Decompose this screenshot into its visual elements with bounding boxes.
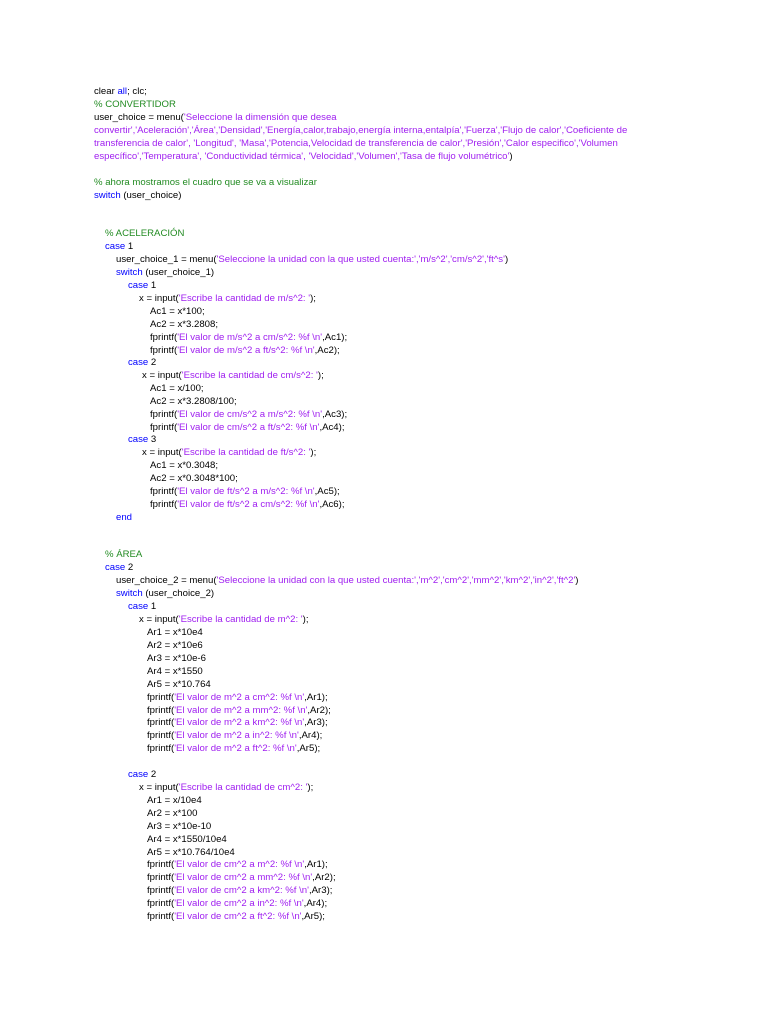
string-literal: transferencia de calor', 'Longitud', 'Masa','Potencia,Velocidad de transferencia de calor','Presión','Calor especifico','Volumen <box>94 138 618 149</box>
code-text: ,Ar3); <box>304 717 328 728</box>
code-line <box>150 473 238 485</box>
code-line <box>105 228 184 240</box>
code-line <box>147 821 211 833</box>
keyword: end <box>116 512 133 523</box>
comment-text: % ÁREA <box>105 549 143 560</box>
code-text: ); <box>302 614 309 625</box>
code-text: x = input( <box>139 782 179 793</box>
string-literal: 'El valor de ft/s^2 a cm/s^2: %f \n' <box>177 499 320 510</box>
code-line <box>116 254 508 266</box>
code-text: Ar4 = x*1550 <box>147 666 203 677</box>
keyword: case <box>128 434 149 445</box>
string-literal: 'Seleccione la unidad con la que usted cuenta:','m/s^2','cm/s^2','ft^s' <box>216 254 505 265</box>
string-literal: 'Escribe la cantidad de m^2: ' <box>178 614 303 625</box>
code-text: Ar1 = x/10e4 <box>147 795 202 806</box>
keyword: switch <box>94 190 121 201</box>
code-text: Ac2 = x*0.3048*100; <box>150 473 238 484</box>
string-literal: 'Escribe la cantidad de cm/s^2: ' <box>181 370 318 381</box>
code-line <box>139 782 313 794</box>
code-text: fprintf( <box>150 345 178 356</box>
string-literal: 'El valor de m^2 a km^2: %f \n' <box>174 717 305 728</box>
code-line <box>147 640 203 652</box>
keyword: case <box>128 280 149 291</box>
keyword: case <box>105 562 126 573</box>
code-text: ,Ar3); <box>308 885 333 896</box>
code-line <box>147 653 206 665</box>
code-text: ); <box>310 293 316 304</box>
code-line <box>150 499 345 511</box>
code-text: x = input( <box>142 447 182 458</box>
code-text: fprintf( <box>150 422 178 433</box>
code-line <box>94 125 627 137</box>
code-line <box>94 99 176 111</box>
code-text: ,Ar2); <box>307 705 331 716</box>
code-text: 1 <box>125 241 134 252</box>
code-line <box>147 795 202 807</box>
code-text: ) <box>509 151 513 162</box>
code-text: fprintf( <box>147 911 175 922</box>
code-text: 2 <box>148 769 157 780</box>
code-line <box>105 562 133 574</box>
code-line <box>147 743 320 755</box>
code-line <box>150 396 237 408</box>
code-text: (user_choice_1) <box>142 267 215 278</box>
code-text: (user_choice_2) <box>142 588 215 599</box>
code-line <box>147 808 197 820</box>
code-text: 2 <box>148 357 157 368</box>
code-text: ,Ar4); <box>303 898 328 909</box>
code-text: Ac1 = x*100; <box>150 306 205 317</box>
code-line <box>94 112 337 124</box>
code-text: Ar3 = x*10e-6 <box>147 653 206 664</box>
string-literal: 'El valor de cm^2 a km^2: %f \n' <box>174 885 309 896</box>
code-line <box>147 679 211 691</box>
code-line <box>105 241 133 253</box>
comment-text: % ACELERACIÓN <box>105 228 185 239</box>
code-text: Ac2 = x*3.2808/100; <box>150 396 237 407</box>
code-line <box>147 859 328 871</box>
string-literal: específico','Temperatura', 'Conductividad térmica', 'Velocidad','Volumen','Tasa de flujo volumétrico' <box>94 151 510 162</box>
code-text: ,Ac2); <box>314 345 340 356</box>
code-text: ) <box>575 575 579 586</box>
code-text: ,Ar1); <box>304 859 328 870</box>
keyword: case <box>105 241 126 252</box>
code-line <box>147 627 203 639</box>
code-text: fprintf( <box>147 730 175 741</box>
string-literal: 'El valor de m^2 a mm^2: %f \n' <box>174 705 308 716</box>
code-text: x = input( <box>142 370 182 381</box>
comment-text: % ahora mostramos el cuadro que se va a visualizar <box>94 177 317 188</box>
code-line <box>94 138 618 150</box>
keyword: case <box>128 769 149 780</box>
string-literal: 'Escribe la cantidad de ft/s^2: ' <box>181 447 311 458</box>
code-text: ,Ac1); <box>322 332 348 343</box>
code-line <box>128 769 156 781</box>
code-text: fprintf( <box>147 705 175 716</box>
code-line <box>147 847 235 859</box>
code-line <box>116 588 214 600</box>
comment-text: % CONVERTIDOR <box>94 99 176 110</box>
string-literal: 'Escribe la cantidad de cm^2: ' <box>178 782 308 793</box>
string-literal: 'El valor de m^2 a cm^2: %f \n' <box>174 692 305 703</box>
code-line <box>94 190 181 202</box>
code-text: Ac1 = x*0.3048; <box>150 460 219 471</box>
code-line <box>147 705 331 717</box>
code-text: fprintf( <box>150 332 178 343</box>
code-text: ,Ac3); <box>322 409 348 420</box>
string-literal: 'El valor de cm^2 a m^2: %f \n' <box>174 859 305 870</box>
code-text: fprintf( <box>147 885 175 896</box>
code-line <box>94 151 513 163</box>
code-text: Ar2 = x*100 <box>147 808 198 819</box>
string-literal: 'El valor de cm^2 a ft^2: %f \n' <box>174 911 302 922</box>
code-text: fprintf( <box>150 409 178 420</box>
code-text: Ac2 = x*3.2808; <box>150 319 219 330</box>
code-line <box>150 306 205 318</box>
code-text: user_choice_2 = menu( <box>116 575 217 586</box>
code-text: Ar3 = x*10e-10 <box>147 821 212 832</box>
code-line <box>150 486 340 498</box>
code-text: ); <box>317 370 324 381</box>
string-literal: 'El valor de m^2 a ft^2: %f \n' <box>174 743 297 754</box>
code-line <box>147 666 203 678</box>
code-line <box>139 293 316 305</box>
code-line <box>105 549 142 561</box>
code-text: x = input( <box>139 293 179 304</box>
code-text: fprintf( <box>147 872 175 883</box>
keyword: case <box>128 601 149 612</box>
code-text: Ar5 = x*10.764/10e4 <box>147 847 235 858</box>
code-text: Ac1 = x/100; <box>150 383 204 394</box>
code-line <box>147 834 227 846</box>
keyword: all <box>117 86 128 97</box>
code-text: 1 <box>148 601 157 612</box>
code-line <box>128 601 156 613</box>
code-text: 1 <box>148 280 157 291</box>
string-literal: 'El valor de ft/s^2 a m/s^2: %f \n' <box>177 486 315 497</box>
code-text: (user_choice) <box>120 190 182 201</box>
string-literal: 'El valor de cm/s^2 a ft/s^2: %f \n' <box>177 422 320 433</box>
code-text: fprintf( <box>147 743 175 754</box>
code-line <box>94 86 147 98</box>
code-text: ,Ac5); <box>314 486 340 497</box>
code-text: Ar2 = x*10e6 <box>147 640 203 651</box>
keyword: case <box>128 357 149 368</box>
string-literal: 'Seleccione la dimensión que desea <box>183 112 337 123</box>
code-line <box>150 422 345 434</box>
code-text: fprintf( <box>150 486 178 497</box>
code-line <box>128 434 156 446</box>
code-line <box>150 332 347 344</box>
code-line <box>147 885 332 897</box>
code-line <box>147 911 325 923</box>
code-line <box>147 692 328 704</box>
code-text: ); <box>307 782 314 793</box>
code-text: Ar1 = x*10e4 <box>147 627 203 638</box>
code-text: fprintf( <box>150 499 178 510</box>
code-line <box>94 177 317 189</box>
string-literal: 'Seleccione la unidad con la que usted cuenta:','m^2','cm^2','mm^2','km^2','in^2','ft^2' <box>216 575 576 586</box>
string-literal: 'El valor de cm^2 a in^2: %f \n' <box>174 898 304 909</box>
code-text: user_choice_1 = menu( <box>116 254 217 265</box>
code-line <box>150 409 347 421</box>
code-line <box>150 319 218 331</box>
code-line <box>147 898 327 910</box>
code-text: 3 <box>148 434 157 445</box>
keyword: switch <box>116 267 143 278</box>
string-literal: convertir','Aceleración','Área','Densidad','Energía,calor,trabajo,energía interna,entalpía','Fuerza','Flujo de calor','Coeficiente de <box>94 125 628 136</box>
code-text: fprintf( <box>147 692 175 703</box>
code-line <box>147 872 336 884</box>
code-line <box>150 460 218 472</box>
code-line <box>147 730 322 742</box>
code-line <box>128 357 156 369</box>
code-line <box>150 345 340 357</box>
code-text: fprintf( <box>147 859 175 870</box>
code-line <box>142 370 324 382</box>
code-text: user_choice = menu( <box>94 112 184 123</box>
code-text: 2 <box>125 562 134 573</box>
code-text: clear <box>94 86 118 97</box>
code-text: Ar4 = x*1550/10e4 <box>147 834 227 845</box>
code-line <box>142 447 316 459</box>
string-literal: 'El valor de m/s^2 a ft/s^2: %f \n' <box>177 345 315 356</box>
code-line <box>116 267 214 279</box>
code-text: Ar5 = x*10.764 <box>147 679 211 690</box>
code-line <box>128 280 156 292</box>
code-text: ,Ac6); <box>319 499 345 510</box>
string-literal: 'El valor de m/s^2 a cm/s^2: %f \n' <box>177 332 323 343</box>
code-line <box>116 512 132 524</box>
code-text: ,Ar5); <box>301 911 325 922</box>
code-text: fprintf( <box>147 717 175 728</box>
string-literal: 'El valor de m^2 a in^2: %f \n' <box>174 730 299 741</box>
code-text: ; clc; <box>127 86 147 97</box>
keyword: switch <box>116 588 143 599</box>
code-text: ,Ar2); <box>312 872 336 883</box>
code-text: ,Ar1); <box>304 692 328 703</box>
code-text: fprintf( <box>147 898 175 909</box>
code-text: ,Ac4); <box>319 422 345 433</box>
code-text: x = input( <box>139 614 179 625</box>
code-line <box>150 383 204 395</box>
code-text: ) <box>504 254 509 265</box>
code-line <box>116 575 579 587</box>
string-literal: 'El valor de cm^2 a mm^2: %f \n' <box>174 872 313 883</box>
string-literal: 'El valor de cm/s^2 a m/s^2: %f \n' <box>177 409 323 420</box>
code-line <box>139 614 309 626</box>
code-text: ,Ar4); <box>298 730 323 741</box>
string-literal: 'Escribe la cantidad de m/s^2: ' <box>178 293 311 304</box>
code-line <box>147 717 328 729</box>
code-text: ); <box>310 447 317 458</box>
code-text: ,Ar5); <box>296 743 321 754</box>
